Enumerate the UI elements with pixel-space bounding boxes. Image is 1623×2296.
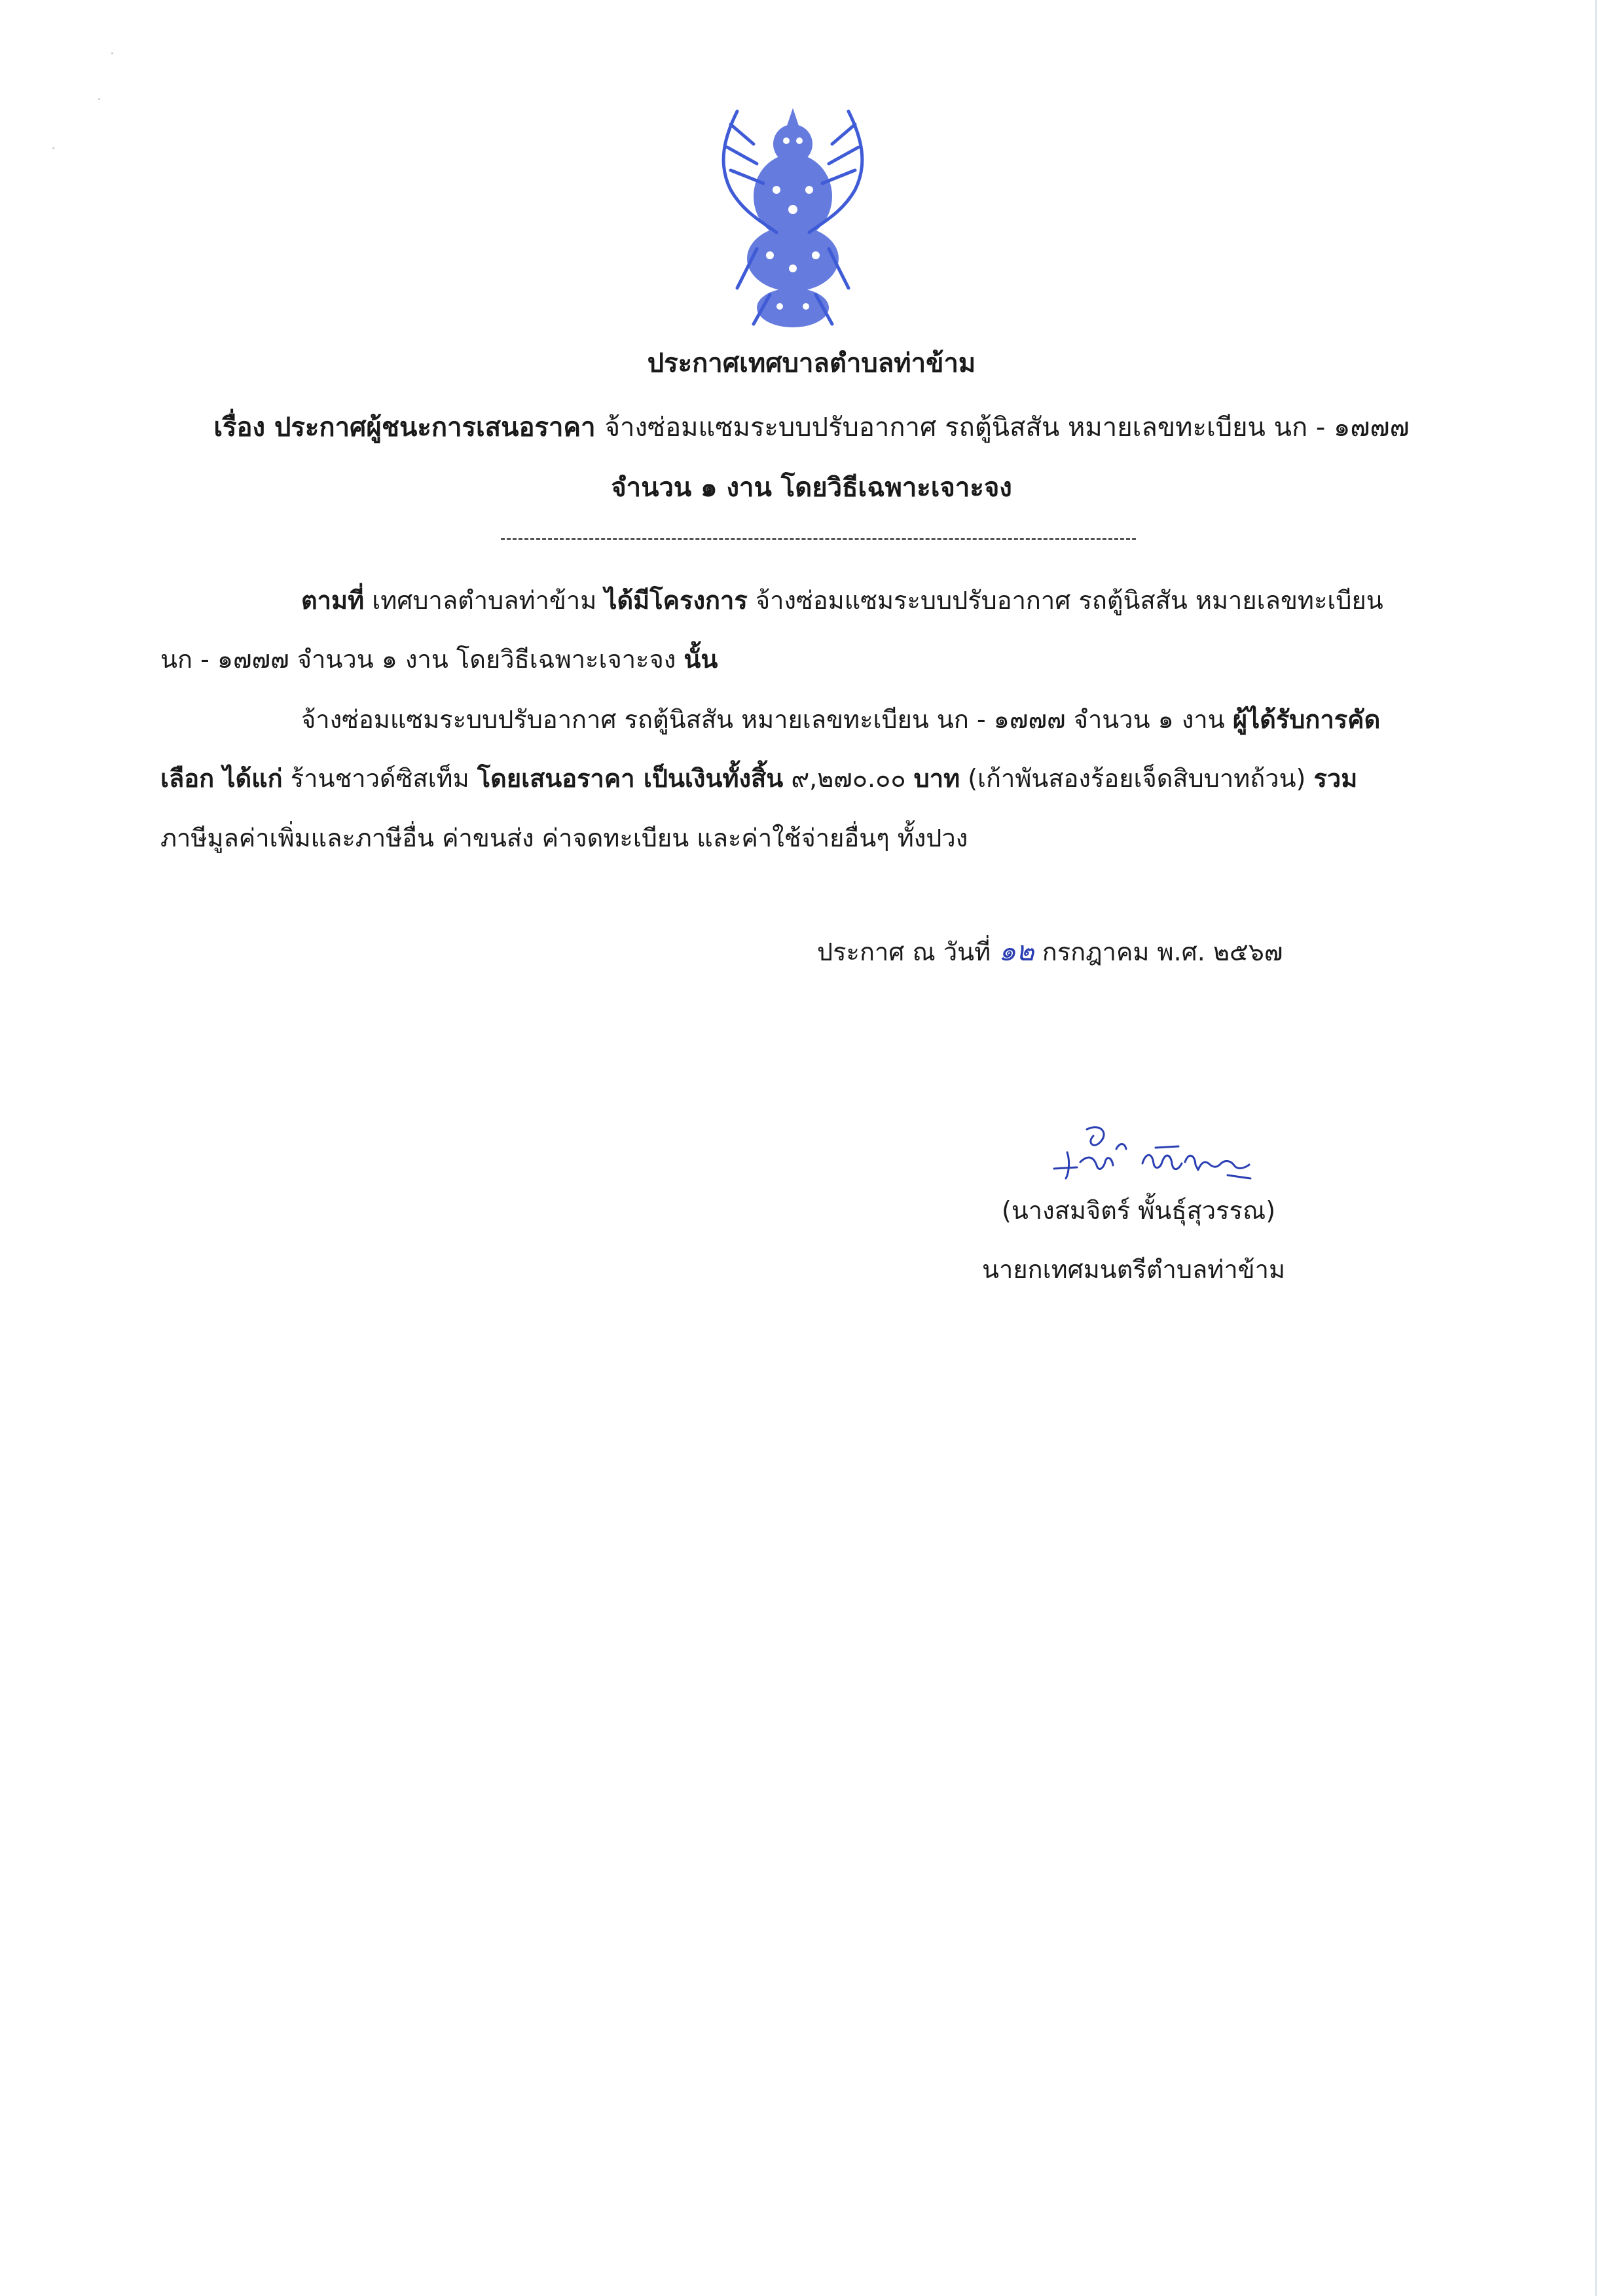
announce-date [817, 935, 1283, 968]
subject-main: ประกาศผู้ชนะการเสนอราคา [274, 412, 596, 443]
paragraph-2-line-3: ภาษีมูลค่าเพิ่มและภาษีอื่น ค่าขนส่ง ค่าจดทะเบียน และค่าใช้จ่ายอื่นๆ ทั้งปวง [160, 824, 968, 852]
text-span: โดยเสนอราคา เป็นเงินทั้งสิ้น [477, 764, 784, 793]
text-span: ได้มีโครงการ [604, 586, 748, 615]
scan-speck [98, 98, 100, 100]
subject-detail: จ้างซ่อมแซมระบบปรับอากาศ รถตู้นิสสัน หมายเลขทะเบียน นก - ๑๗๗๗ [604, 412, 1410, 443]
text-span: เลือก ได้แก่ [160, 764, 283, 793]
text-span: จ้างซ่อมแซมระบบปรับอากาศ รถตู้นิสสัน หมายเลขทะเบียน [755, 586, 1383, 615]
scan-speck [111, 52, 113, 54]
handwritten-day: ๑๒ [998, 935, 1034, 967]
text-span: นก - ๑๗๗๗ จำนวน ๑ งาน โดยวิธีเฉพาะเจาะจง [160, 645, 676, 674]
paragraph-1-line-1 [301, 586, 1383, 616]
text-span: ร้านชาวด์ซิสเท็ม [290, 764, 469, 793]
signer-position: นายกเทศมนตรีตำบลท่าข้าม [982, 1255, 1286, 1284]
text-span: บาท [913, 764, 960, 793]
text-span: ผู้ได้รับการคัด [1232, 705, 1381, 734]
text-span: จ้างซ่อมแซมระบบปรับอากาศ รถตู้นิสสัน หมายเลขทะเบียน นก - ๑๗๗๗ จำนวน ๑ งาน [301, 705, 1225, 734]
document-title: ประกาศเทศบาลตำบลท่าข้าม [647, 348, 976, 378]
subject-line [0, 406, 1623, 448]
signer-name: (นางสมจิตร์ พั้นธุ์สุวรรณ) [1002, 1196, 1276, 1225]
text-span: ตามที่ [301, 586, 365, 615]
handwritten-signature-icon [1041, 1116, 1264, 1188]
dashed-divider [501, 538, 1136, 540]
paragraph-2-line-1 [301, 705, 1380, 735]
text-span: นั้น [684, 645, 718, 674]
text-span: รวม [1313, 764, 1358, 793]
text-span: (เก้าพันสองร้อยเจ็ดสิบบาทถ้วน) [968, 764, 1306, 793]
subject-line-2: จำนวน ๑ งาน โดยวิธีเฉพาะเจาะจง [611, 473, 1012, 503]
text-span: เทศบาลตำบลท่าข้าม [372, 586, 597, 615]
paragraph-1-line-2 [160, 645, 718, 675]
paragraph-2-line-2 [160, 764, 1357, 794]
text-span: ๙,๒๗๐.๐๐ [791, 764, 906, 793]
text-span: ประกาศ ณ วันที่ [817, 938, 991, 966]
scan-speck [52, 147, 54, 149]
garuda-emblem-icon [691, 98, 894, 334]
subject-label: เรื่อง [213, 412, 266, 443]
text-span: กรกฎาคม พ.ศ. ๒๕๖๗ [1042, 938, 1283, 966]
